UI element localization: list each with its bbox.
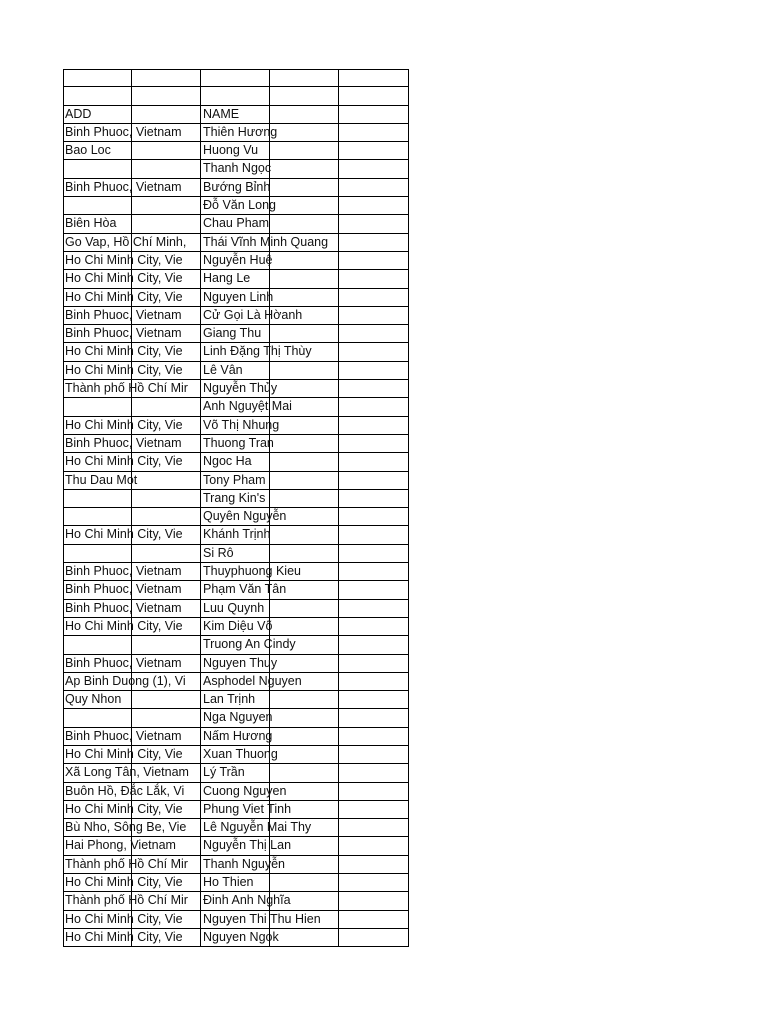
table-row: [63, 709, 409, 727]
name-cell-text: Đinh Anh Nghĩa: [203, 893, 291, 908]
table-cell[interactable]: [201, 69, 270, 87]
table-cell[interactable]: [63, 69, 132, 87]
table-row: [63, 490, 409, 508]
add-cell-text: ADD: [65, 106, 92, 121]
add-cell-text: Binh Phuoc, Vietnam: [65, 564, 182, 579]
table-row: [63, 636, 409, 654]
name-cell-text: Lê Nguyễn Mai Thy: [203, 820, 312, 835]
table-row: [63, 69, 409, 87]
table-row: [63, 581, 409, 599]
table-row: [63, 801, 409, 819]
add-cell-text: Go Vap, Hồ Chí Minh,: [65, 234, 187, 249]
add-cell-text: [63, 545, 203, 563]
table-row: [63, 362, 409, 380]
name-cell-text: Trang Kin's: [203, 490, 266, 505]
name-cell-text: Phạm Văn Tân: [203, 582, 287, 597]
add-cell-text: Binh Phuoc, Vietnam: [65, 600, 182, 615]
name-cell-text: Thuong Tran: [203, 435, 274, 450]
spreadsheet-grid: [63, 69, 409, 947]
add-cell-text: Ho Chi Minh City, Vie: [65, 746, 183, 761]
add-cell-text: [63, 160, 203, 178]
name-cell-text: Thái Vĩnh Minh Quang: [203, 234, 329, 249]
table-cell[interactable]: [339, 87, 409, 105]
add-cell-text: Ho Chi Minh City, Vie: [65, 417, 183, 432]
table-row: [63, 545, 409, 563]
name-cell-text: Nga Nguyen: [203, 710, 273, 725]
name-cell-text: Asphodel Nguyen: [203, 673, 302, 688]
name-cell-text: Khánh Trịnh: [203, 527, 271, 542]
add-cell-text: Ho Chi Minh City, Vie: [65, 911, 183, 926]
name-cell-text: Lê Vân: [203, 362, 243, 377]
add-cell-text: Ap Binh Duong (1), Vi: [65, 673, 186, 688]
table-row: [63, 417, 409, 435]
name-cell-text: Huong Vu: [203, 143, 259, 158]
name-cell-text: Luu Quynh: [203, 600, 265, 615]
add-cell-text: Binh Phuoc, Vietnam: [65, 307, 182, 322]
table-row: [63, 618, 409, 636]
name-cell-text: Lý Trần: [203, 765, 245, 780]
name-cell-text: Nguyễn Thủy: [203, 381, 278, 396]
add-cell-text: [63, 398, 203, 416]
add-cell-text: Binh Phuoc, Vietnam: [65, 326, 182, 341]
table-row: [63, 106, 409, 124]
table-row: [63, 435, 409, 453]
name-cell-text: Nguyen Linh: [203, 289, 274, 304]
table-row: [63, 160, 409, 178]
table-row: [63, 837, 409, 855]
table-row: [63, 307, 409, 325]
name-cell-text: Giang Thu: [203, 326, 262, 341]
table-row: [63, 563, 409, 581]
table-row: [63, 764, 409, 782]
table-cell[interactable]: [339, 69, 409, 87]
table-row: [63, 508, 409, 526]
table-cell[interactable]: [201, 87, 270, 105]
table-row: [63, 600, 409, 618]
table-row: [63, 673, 409, 691]
name-cell-text: Nguyen Ngok: [203, 929, 279, 944]
add-cell-text: [63, 709, 203, 727]
name-cell-text: Lan Trịnh: [203, 692, 256, 707]
name-cell-text: Ngoc Ha: [203, 454, 252, 469]
add-cell-text: Ho Chi Minh City, Vie: [65, 618, 183, 633]
name-cell-text: Thiên Hương: [203, 124, 278, 139]
add-cell-text: Binh Phuoc, Vietnam: [65, 728, 182, 743]
table-row: [63, 819, 409, 837]
add-cell-text: Ho Chi Minh City, Vie: [65, 929, 183, 944]
table-row: [63, 215, 409, 233]
spreadsheet: [63, 69, 409, 947]
table-row: [63, 380, 409, 398]
name-cell-text: Cuong Nguyen: [203, 783, 287, 798]
add-cell-text: Thành phố Hồ Chí Mir: [65, 381, 188, 396]
table-cell[interactable]: [63, 87, 132, 105]
add-cell-text: Binh Phuoc, Vietnam: [65, 179, 182, 194]
table-row: [63, 655, 409, 673]
add-cell-text: Binh Phuoc, Vietnam: [65, 582, 182, 597]
table-row: [63, 179, 409, 197]
name-cell-text: Nguyễn Thị Lan: [203, 838, 292, 853]
name-cell-text: Nguyen Thuy: [203, 655, 278, 670]
table-row: [63, 197, 409, 215]
name-cell-text: Võ Thị Nhung: [203, 417, 280, 432]
add-cell-text: Thành phố Hồ Chí Mir: [65, 856, 188, 871]
name-cell-text: Thanh Nguyễn: [203, 856, 286, 871]
add-cell-text: Binh Phuoc, Vietnam: [65, 655, 182, 670]
table-row: [63, 856, 409, 874]
name-cell-text: Nấm Hương: [203, 728, 273, 743]
add-cell-text: Ho Chi Minh City, Vie: [65, 252, 183, 267]
name-cell-text: Cử Gọi Là Hờanh: [203, 307, 303, 322]
name-cell-text: Truong An Cindy: [203, 637, 296, 652]
add-cell-text: Hai Phong, Vietnam: [65, 838, 176, 853]
name-cell-text: Thuyphuong Kieu: [203, 564, 301, 579]
add-cell-text: Ho Chi Minh City, Vie: [65, 527, 183, 542]
name-cell-text: Hang Le: [203, 271, 251, 286]
table-row: [63, 252, 409, 270]
name-cell-text: Nguyen Thi Thu Hien: [203, 911, 321, 926]
table-cell[interactable]: [270, 69, 339, 87]
table-row: [63, 87, 409, 105]
name-cell-text: Phung Viet Tinh: [203, 801, 292, 816]
add-cell-text: Ho Chi Minh City, Vie: [65, 289, 183, 304]
name-cell-text: Thanh Ngọc: [203, 161, 272, 176]
add-cell-text: Xã Long Tân, Vietnam: [65, 765, 189, 780]
table-row: [63, 142, 409, 160]
name-cell-text: Tony Pham: [203, 472, 266, 487]
add-cell-text: Bao Loc: [65, 143, 111, 158]
table-row: [63, 691, 409, 709]
add-cell-text: [63, 636, 203, 654]
add-cell-text: Bù Nho, Sông Be, Vie: [65, 820, 187, 835]
name-cell-text: Kim Diệu Võ: [203, 618, 273, 633]
add-cell-text: [63, 508, 203, 526]
table-row: [63, 728, 409, 746]
table-row: [63, 472, 409, 490]
add-cell-text: Thành phố Hồ Chí Mir: [65, 893, 188, 908]
add-cell-text: Ho Chi Minh City, Vie: [65, 271, 183, 286]
name-cell-text: Quyên Nguyễn: [203, 509, 287, 524]
table-row: [63, 343, 409, 361]
table-row: [63, 783, 409, 801]
table-row: [63, 892, 409, 910]
add-cell-text: Ho Chi Minh City, Vie: [65, 344, 183, 359]
name-cell-text: NAME: [203, 106, 240, 121]
table-cell[interactable]: [132, 87, 201, 105]
table-row: [63, 234, 409, 252]
name-cell-text: Anh Nguyệt Mai: [203, 399, 292, 414]
table-row: [63, 526, 409, 544]
table-row: [63, 746, 409, 764]
name-cell-text: Bướng Bỉnh: [203, 179, 271, 194]
table-row: [63, 124, 409, 142]
name-cell-text: Đỗ Văn Long: [203, 198, 276, 213]
add-cell-text: Ho Chi Minh City, Vie: [65, 801, 183, 816]
add-cell-text: [63, 197, 203, 215]
add-cell-text: Biên Hòa: [65, 216, 117, 231]
table-row: [63, 398, 409, 416]
add-cell-text: Buôn Hồ, Đắc Lắk, Vi: [65, 783, 185, 798]
add-cell-text: Ho Chi Minh City, Vie: [65, 454, 183, 469]
add-cell-text: Ho Chi Minh City, Vie: [65, 875, 183, 890]
table-row: [63, 453, 409, 471]
table-cell[interactable]: [132, 69, 201, 87]
name-cell-text: Chau Pham: [203, 216, 270, 231]
add-cell-text: [63, 490, 203, 508]
name-cell-text: Xuan Thuong: [203, 746, 278, 761]
add-cell-text: Binh Phuoc, Vietnam: [65, 435, 182, 450]
table-row: [63, 270, 409, 288]
table-row: [63, 325, 409, 343]
table-row: [63, 289, 409, 307]
add-cell-text: Thu Dau Mot: [65, 472, 138, 487]
table-row: [63, 874, 409, 892]
name-cell-text: Ho Thien: [203, 875, 254, 890]
table-row: [63, 929, 409, 947]
add-cell-text: Ho Chi Minh City, Vie: [65, 362, 183, 377]
name-cell-text: Linh Đặng Thị Thùy: [203, 344, 312, 359]
add-cell-text: Binh Phuoc, Vietnam: [65, 124, 182, 139]
table-row: [63, 911, 409, 929]
name-cell-text: Si Rô: [203, 545, 234, 560]
name-cell-text: Nguyễn Huệ: [203, 252, 273, 267]
table-cell[interactable]: [270, 87, 339, 105]
add-cell-text: Quy Nhon: [65, 692, 122, 707]
